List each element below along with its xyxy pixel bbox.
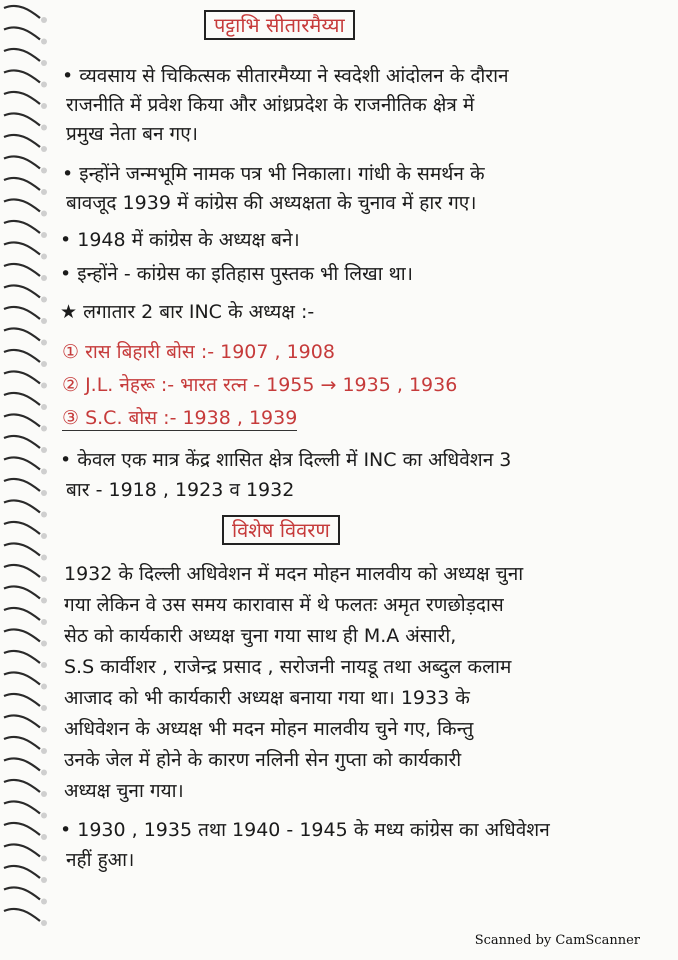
binding-ring [4,737,40,749]
binding-hole [41,813,47,819]
title-box: पट्टाभि सीतारमैय्या [204,10,355,40]
detail-line-5: आजाद को भी कार्यकारी अध्यक्ष बनाया गया था। 1933 के [64,687,470,709]
binding-ring [4,629,40,641]
binding-ring [4,801,40,813]
binding-hole [41,232,47,238]
text-line-13: बार - 1918 , 1923 व 1932 [66,479,295,501]
binding-ring [4,178,40,190]
binding-hole [41,82,47,88]
binding-hole [41,727,47,733]
binding-hole [41,361,47,367]
text-line-3: प्रमुख नेता बन गए। [66,123,198,145]
binding-ring [4,221,40,233]
text-line-12: • केवल एक मात्र केंद्र शासित क्षेत्र दिल्ली में INC का अधिवेशन 3 [60,449,512,471]
binding-ring [4,758,40,770]
binding-hole [41,877,47,883]
binding-ring [4,780,40,792]
binding-hole [41,705,47,711]
binding-ring [4,715,40,727]
binding-ring [4,70,40,82]
binding-ring [4,135,40,147]
binding-ring [4,823,40,835]
text-line-2: राजनीति में प्रवेश किया और आंध्रप्रदेश के राजनीतिक क्षेत्र में [66,94,475,116]
binding-hole [41,340,47,346]
detail-line-2: गया लेकिन वे उस समय कारावास में थे फलतः अमृत रणछोड़दास [64,594,504,616]
binding-ring [4,672,40,684]
binding-ring [4,565,40,577]
binding-hole [41,275,47,281]
binding-ring [4,479,40,491]
binding-ring [4,242,40,254]
text-line-9: ① रास बिहारी बोस :- 1907 , 1908 [62,341,335,363]
binding-ring [4,6,40,18]
text-line-5: बावजूद 1939 में कांग्रेस की अध्यक्षता के चुनाव में हार गए। [66,192,477,214]
binding-hole [41,748,47,754]
binding-hole [41,598,47,604]
text-line-8: ★ लगातार 2 बार INC के अध्यक्ष :- [60,301,315,323]
detail-line-4: S.S कार्वीशर , राजेन्द्र प्रसाद , सरोजनी नायडू तथा अब्दुल कलाम [64,656,512,678]
binding-hole [41,641,47,647]
binding-ring [4,307,40,319]
binding-hole [41,447,47,453]
scanner-watermark: Scanned by CamScanner [474,933,640,948]
binding-hole [41,834,47,840]
binding-hole [41,404,47,410]
binding-ring [4,694,40,706]
binding-hole [41,146,47,152]
binding-hole [41,899,47,905]
binding-hole [41,619,47,625]
text-line-4: • इन्होंने जन्मभूमि नामक पत्र भी निकाला। गांधी के समर्थन के [62,163,485,185]
binding-hole [41,103,47,109]
binding-hole [41,469,47,475]
detail-line-6: अधिवेशन के अध्यक्ष भी मदन मोहन मालवीय चुने गए, किन्तु [64,718,474,740]
binding-ring [4,844,40,856]
binding-hole [41,297,47,303]
binding-hole [41,125,47,131]
binding-hole [41,533,47,539]
binding-ring [4,522,40,534]
binding-ring [4,92,40,104]
binding-hole [41,856,47,862]
binding-hole [41,426,47,432]
binding-ring [4,500,40,512]
binding-hole [41,490,47,496]
text-line-1: • व्यवसाय से चिकित्सक सीतारमैय्या ने स्वदेशी आंदोलन के दौरान [62,65,509,87]
detail-line-3: सेठ को कार्यकारी अध्यक्ष चुना गया साथ ही M.A अंसारी, [64,625,457,647]
binding-ring [4,651,40,663]
binding-ring [4,49,40,61]
binding-ring [4,909,40,921]
binding-hole [41,254,47,260]
binding-ring [4,264,40,276]
binding-ring [4,328,40,340]
binding-hole [41,770,47,776]
binding-ring [4,457,40,469]
binding-hole [41,920,47,926]
binding-ring [4,113,40,125]
binding-ring [4,543,40,555]
text-line-7: • इन्होंने - कांग्रेस का इतिहास पुस्तक भी लिखा था। [60,263,413,285]
detail-line-8: अध्यक्ष चुना गया। [64,780,184,802]
binding-hole [41,60,47,66]
binding-hole [41,383,47,389]
detail-line-9: • 1930 , 1935 तथा 1940 - 1945 के मध्य कांग्रेस का अधिवेशन [60,819,550,841]
binding-hole [41,791,47,797]
spiral-binding [0,0,60,960]
binding-ring [4,371,40,383]
detail-line-7: उनके जेल में होने के कारण नलिनी सेन गुप्ता को कार्यकारी [64,749,462,771]
binding-hole [41,39,47,45]
binding-hole [41,684,47,690]
binding-hole [41,168,47,174]
detail-line-1: 1932 के दिल्ली अधिवेशन में मदन मोहन मालवीय को अध्यक्ष चुना [64,563,524,585]
binding-hole [41,17,47,23]
binding-ring [4,414,40,426]
text-line-11: ③ S.C. बोस :- 1938 , 1939 [62,407,298,429]
text-line-10: ② J.L. नेहरू :- भारत रत्न - 1955 → 1935 , 1936 [62,374,458,396]
binding-ring [4,586,40,598]
binding-hole [41,211,47,217]
binding-ring [4,608,40,620]
binding-hole [41,555,47,561]
binding-ring [4,27,40,39]
binding-hole [41,576,47,582]
binding-hole [41,189,47,195]
binding-ring [4,887,40,899]
binding-ring [4,156,40,168]
binding-ring [4,350,40,362]
binding-ring [4,199,40,211]
binding-ring [4,393,40,405]
binding-ring [4,436,40,448]
text-line-6: • 1948 में कांग्रेस के अध्यक्ष बने। [60,229,300,251]
binding-hole [41,512,47,518]
binding-hole [41,318,47,324]
binding-hole [41,662,47,668]
section-box: विशेष विवरण [222,515,340,545]
binding-ring [4,866,40,878]
binding-ring [4,285,40,297]
detail-line-10: नहीं हुआ। [66,849,135,871]
